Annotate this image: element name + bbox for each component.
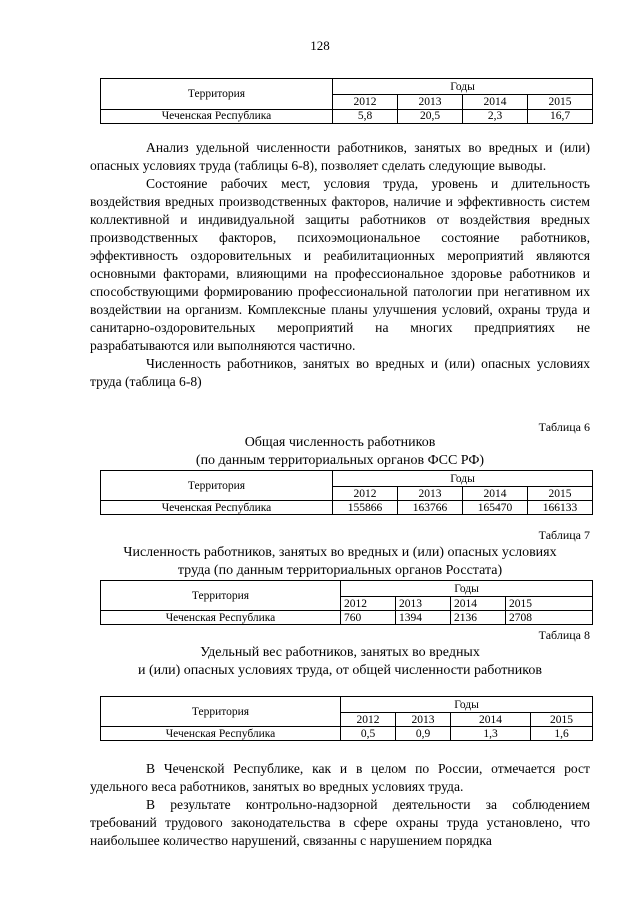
table6-title-line: Общая численность работников	[244, 435, 436, 450]
closing-text	[90, 760, 590, 850]
top-table	[100, 78, 593, 124]
year-cell: 2013	[398, 487, 463, 501]
value-cell: 166133	[528, 501, 593, 515]
year-cell: 2013	[396, 713, 451, 727]
year-cell: 2012	[341, 597, 396, 611]
value-cell: 20,5	[398, 109, 463, 123]
year-cell: 2012	[333, 95, 398, 109]
table7-title	[90, 544, 590, 580]
value-cell: 1,3	[451, 727, 531, 741]
year-cell: 2014	[463, 487, 528, 501]
year-cell: 2015	[528, 487, 593, 501]
year-cell: 2012	[333, 487, 398, 501]
year-cell: 2014	[451, 713, 531, 727]
years-header: Годы	[341, 581, 593, 597]
year-cell: 2014	[451, 597, 506, 611]
paragraph: В результате контрольно-надзорной деятельности за соблюдением требований трудового законодательства в сфере охраны труда установлено, что наибольшее количество нарушений, связанны с нарушением порядка	[90, 797, 590, 848]
value-cell: 1394	[396, 611, 451, 625]
region-cell: Чеченская Республика	[101, 727, 341, 741]
table7-title-line: Численность работников, занятых во вредных и (или) опасных условиях	[123, 545, 557, 560]
table7	[100, 580, 593, 625]
table8-title-line: Удельный вес работников, занятых во вредных	[200, 645, 480, 660]
year-cell: 2015	[528, 95, 593, 109]
paragraph: В Чеченской Республике, как и в целом по России, отмечается рост удельного веса работников, занятых во вредных условиях труда.	[90, 761, 590, 794]
value-cell: 1,6	[531, 727, 593, 741]
territory-header: Территория	[101, 697, 341, 727]
value-cell: 2708	[506, 611, 593, 625]
value-cell: 165470	[463, 501, 528, 515]
years-header: Годы	[341, 697, 593, 713]
region-cell: Чеченская Республика	[101, 501, 333, 515]
value-cell: 2136	[451, 611, 506, 625]
table8-title	[90, 644, 590, 680]
value-cell: 760	[341, 611, 396, 625]
years-header: Годы	[333, 79, 593, 95]
year-cell: 2015	[506, 597, 593, 611]
table8	[100, 696, 593, 741]
paragraph: Численность работников, занятых во вредных и (или) опасных условиях труда (таблица 6-8)	[90, 356, 590, 389]
table6-title	[90, 434, 590, 470]
table8-title-line: и (или) опасных условиях труда, от общей численности работников	[137, 663, 542, 678]
body-text	[90, 139, 590, 391]
value-cell: 5,8	[333, 109, 398, 123]
year-cell: 2013	[398, 95, 463, 109]
year-cell: 2015	[531, 713, 593, 727]
territory-header: Территория	[101, 581, 341, 611]
territory-header: Территория	[101, 471, 333, 501]
value-cell: 163766	[398, 501, 463, 515]
table6-title-line: (по данным территориальных органов ФСС РФ)	[195, 453, 485, 468]
territory-header: Территория	[101, 79, 333, 110]
value-cell: 155866	[333, 501, 398, 515]
page-number: 128	[310, 38, 330, 53]
year-cell: 2013	[396, 597, 451, 611]
paragraph: Анализ удельной численности работников, занятых во вредных и (или) опасных условиях труда (таблицы 6-8), позволяет сделать следующие выводы.	[90, 140, 590, 173]
value-cell: 2,3	[463, 109, 528, 123]
table7-title-line: труда (по данным территориальных органов Росстата)	[177, 563, 503, 578]
paragraph: Состояние рабочих мест, условия труда, уровень и длительность воздействия вредных производственных факторов, наличие и эффективность систем коллективной и индивидуальной защиты работников от воздействия вредных производственных факторов, психоэмоциональное состояние работников, эффективность оздоровительных и реабилитационных мероприятий являются основными факторами, влияющими на профессиональное здоровье работников и способствующими формированию профессиональной патологии при негативном их воздействии на организм. Комплексные планы улучшения условий, охраны труда и санитарно-оздоровительных мероприятий на многих предприятиях не разрабатываются или выполняются частично.	[90, 176, 590, 353]
year-cell: 2012	[341, 713, 396, 727]
table6-label: Таблица 6	[538, 420, 590, 434]
value-cell: 0,9	[396, 727, 451, 741]
table6	[100, 470, 593, 515]
table7-label: Таблица 7	[538, 528, 590, 542]
year-cell: 2014	[463, 95, 528, 109]
region-cell: Чеченская Республика	[101, 109, 333, 123]
value-cell: 0,5	[341, 727, 396, 741]
table8-label: Таблица 8	[538, 628, 590, 642]
region-cell: Чеченская Республика	[101, 611, 341, 625]
value-cell: 16,7	[528, 109, 593, 123]
years-header: Годы	[333, 471, 593, 487]
